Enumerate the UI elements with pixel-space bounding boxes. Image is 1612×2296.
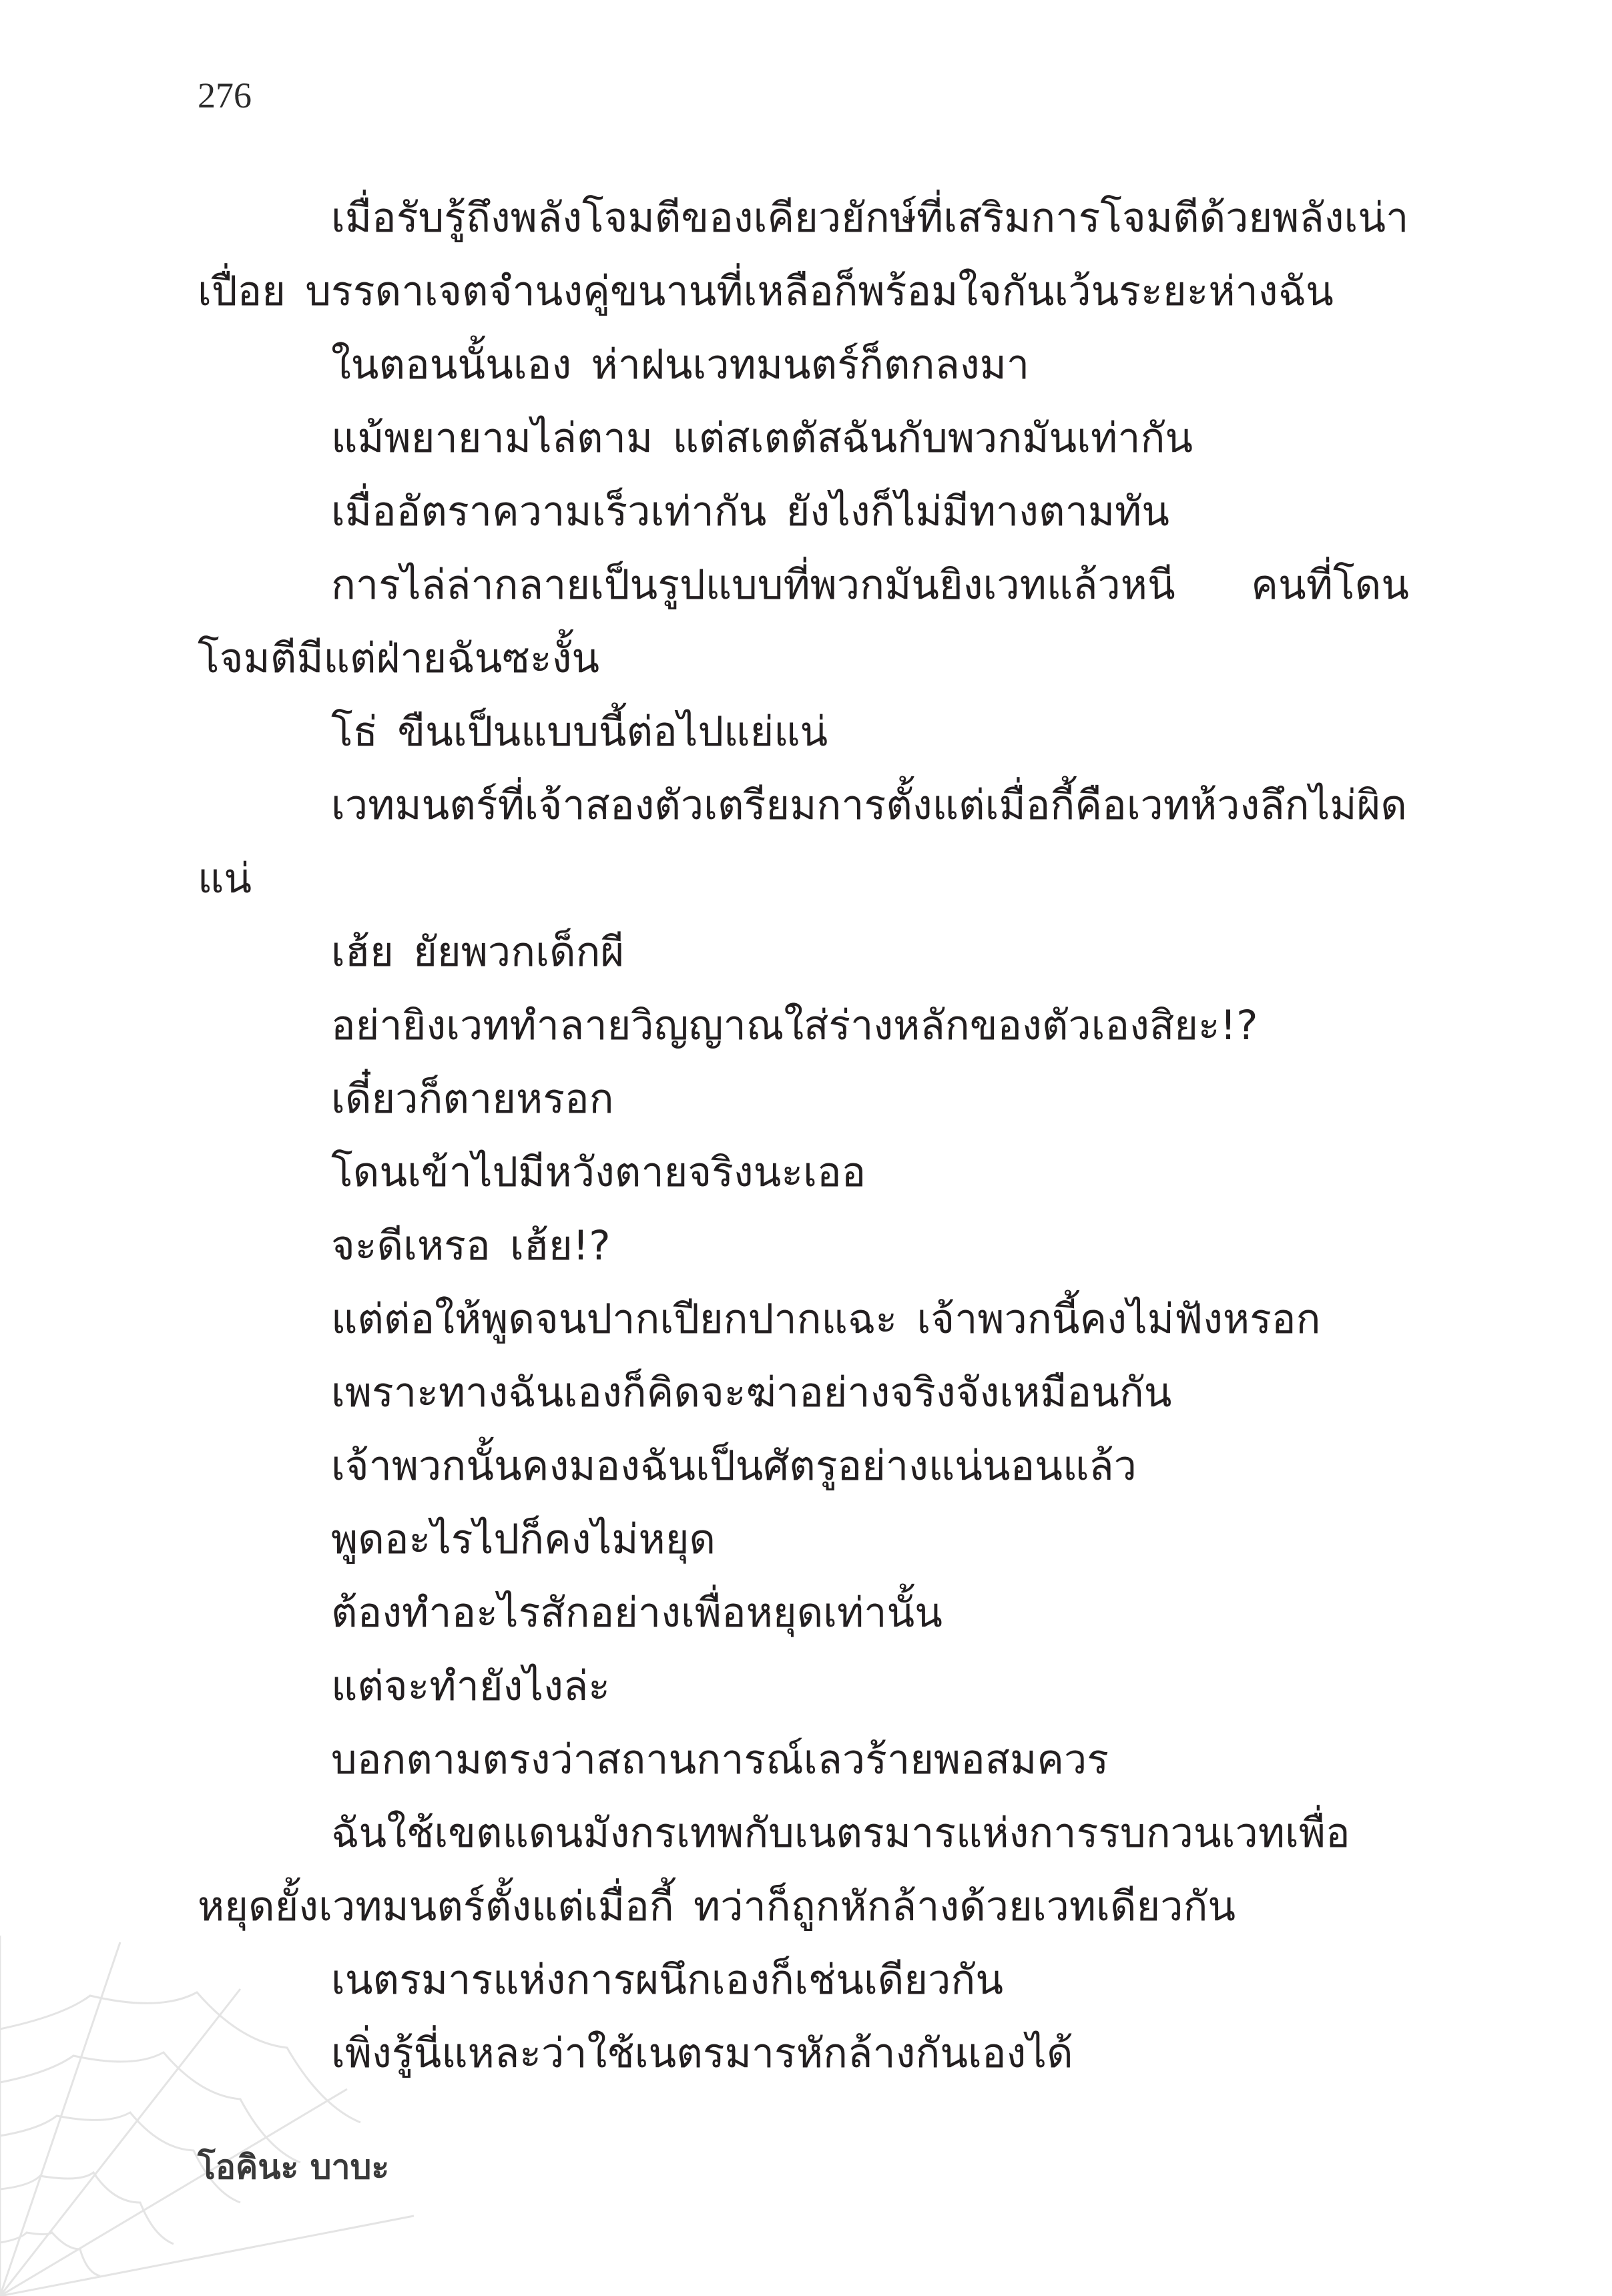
- paragraph: บอกตามตรงว่าสถานการณ์เลวร้ายพอสมควร: [331, 1736, 1109, 1783]
- paragraph: ต้องทำอะไรสักอย่างเพื่อหยุดเท่านั้น: [331, 1589, 943, 1637]
- paragraph: แม้พยายามไล่ตาม แต่สเตตัสฉันกับพวกมันเท่ากัน: [331, 414, 1193, 462]
- paragraph: แต่จะทำยังไงล่ะ: [331, 1663, 611, 1710]
- paragraph: เพิ่งรู้นี่แหละว่าใช้เนตรมารหักล้างกันเองได้: [331, 2030, 1073, 2077]
- paragraph: ฉันใช้เขตแดนมังกรเทพกับเนตรมารแห่งการรบกวนเวทเพื่อหยุดยั้งเวทมนตร์ตั้งแต่เมื่อกี้ ทว่าก็ถูกหักล้างด้วยเวทเดียวกัน: [198, 1809, 1350, 1930]
- page-number: 276: [198, 75, 252, 115]
- paragraph: การไล่ล่ากลายเป็นรูปแบบที่พวกมันยิงเวทแล้วหนี คนที่โดนโจมตีมีแต่ฝ่ายฉันซะงั้น: [198, 561, 1409, 682]
- paragraph: เจ้าพวกนั้นคงมองฉันเป็นศัตรูอย่างแน่นอนแล้ว: [331, 1442, 1137, 1490]
- paragraph: โดนเข้าไปมีหวังตายจริงนะเออ: [331, 1149, 866, 1196]
- paragraph: เมื่ออัตราความเร็วเท่ากัน ยังไงก็ไม่มีทางตามทัน: [331, 488, 1169, 535]
- footer-author: โอคินะ บาบะ: [198, 2148, 390, 2187]
- paragraph: เพราะทางฉันเองก็คิดจะฆ่าอย่างจริงจังเหมือนกัน: [331, 1369, 1172, 1416]
- paragraph: แต่ต่อให้พูดจนปากเปียกปากแฉะ เจ้าพวกนี้คงไม่ฟังหรอก: [331, 1296, 1321, 1343]
- paragraph: เวทมนตร์ที่เจ้าสองตัวเตรียมการตั้งแต่เมื่อกี้คือเวทห้วงลึกไม่ผิดแน่: [198, 782, 1407, 902]
- body-text: [198, 182, 1409, 2090]
- paragraph: โธ่ ขืนเป็นแบบนี้ต่อไปแย่แน่: [331, 708, 828, 756]
- paragraph: เมื่อรับรู้ถึงพลังโจมตีของเคียวยักษ์ที่เสริมการโจมตีด้วยพลังเน่าเปื่อย บรรดาเจตจำนงคู่ขนานที่เหลือก็พร้อมใจกันเว้นระยะห่างฉัน: [198, 194, 1409, 315]
- paragraph: ในตอนนั้นเอง ห่าฝนเวทมนตร์ก็ตกลงมา: [331, 341, 1030, 388]
- paragraph: จะดีเหรอ เฮ้ย!?: [331, 1222, 611, 1269]
- paragraph: เฮ้ย ยัยพวกเด็กผี: [331, 928, 625, 976]
- paragraph: เดี๋ยวก็ตายหรอก: [331, 1075, 614, 1123]
- paragraph: เนตรมารแห่งการผนึกเองก็เช่นเดียวกัน: [331, 1956, 1004, 2004]
- paragraph: อย่ายิงเวททำลายวิญญาณใส่ร่างหลักของตัวเองสิยะ!?: [331, 1002, 1258, 1049]
- spiderweb-decoration: [0, 1936, 414, 2296]
- paragraph: พูดอะไรไปก็คงไม่หยุด: [331, 1516, 716, 1563]
